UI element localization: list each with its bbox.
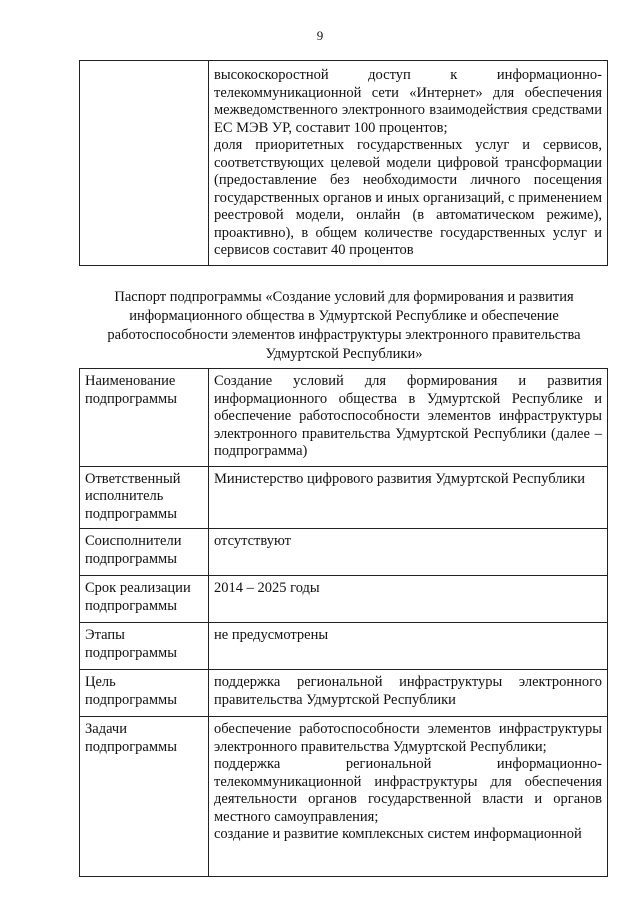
task-paragraph: обеспечение работоспособности элементов инфраструктуры электронного правительства Удмуртской Республики; [214, 721, 602, 755]
row-value: не предусмотрены [209, 623, 608, 670]
table-row [80, 466, 608, 529]
continuation-value-cell [209, 61, 608, 266]
row-label: Наименование подпрограммы [80, 369, 209, 467]
row-value: Создание условий для формирования и развития информационного общества в Удмуртской Республике и обеспечение работоспособности элементов инфраструктуры электронного правительства Удмуртской Республики (далее – подпрограмма) [209, 369, 608, 467]
row-value: поддержка региональной инфраструктуры электронного правительства Удмуртской Республики [209, 670, 608, 717]
row-label: Соисполнители подпрограммы [80, 529, 209, 576]
table-row [80, 529, 608, 576]
table-row [80, 670, 608, 717]
row-label: Задачи подпрограммы [80, 717, 209, 877]
page-number: 9 [316, 28, 324, 43]
row-value: отсутствуют [209, 529, 608, 576]
row-value [209, 717, 608, 877]
row-label: Цель подпрограммы [80, 670, 209, 717]
continuation-table [79, 60, 608, 266]
row-label: Этапы подпрограммы [80, 623, 209, 670]
continuation-paragraph: доля приоритетных государственных услуг и сервисов, соответствующих целевой модели цифровой трансформации (предоставление без необходимости личного посещения государственных органов и иных организаций, с применением реестровой модели, онлайн (в автоматическом режиме), проактивно), в общем количестве государственных услуг и сервисов составит 40 процентов [214, 137, 602, 258]
row-label: Ответственный исполнитель подпрограммы [80, 466, 209, 529]
task-paragraph: создание и развитие комплексных систем информационной [214, 826, 582, 842]
task-paragraph: поддержка региональной информационно-телекоммуникационной инфраструктуры для обеспечения деятельности органов государственной власти и органов местного самоуправления; [214, 756, 602, 825]
row-value: Министерство цифрового развития Удмуртской Республики [209, 466, 608, 529]
row-value: 2014 – 2025 годы [209, 576, 608, 623]
passport-table [79, 368, 608, 877]
continuation-paragraph: высокоскоростной доступ к информационно-телекоммуникационной сети «Интернет» для обеспечения межведомственного электронного взаимодействия средствами ЕС МЭВ УР, составит 100 процентов; [214, 67, 602, 136]
table-row [80, 717, 608, 877]
table-row [80, 623, 608, 670]
row-label: Срок реализации подпрограммы [80, 576, 209, 623]
passport-heading: Паспорт подпрограммы «Создание условий для формирования и развития информационного общества в Удмуртской Республике и обеспечение работоспособности элементов инфраструктуры электронного правительства Удмуртской Республики» [107, 289, 581, 362]
table-row [80, 369, 608, 467]
table-row [80, 61, 608, 266]
table-row [80, 576, 608, 623]
continuation-label-cell [80, 61, 209, 266]
